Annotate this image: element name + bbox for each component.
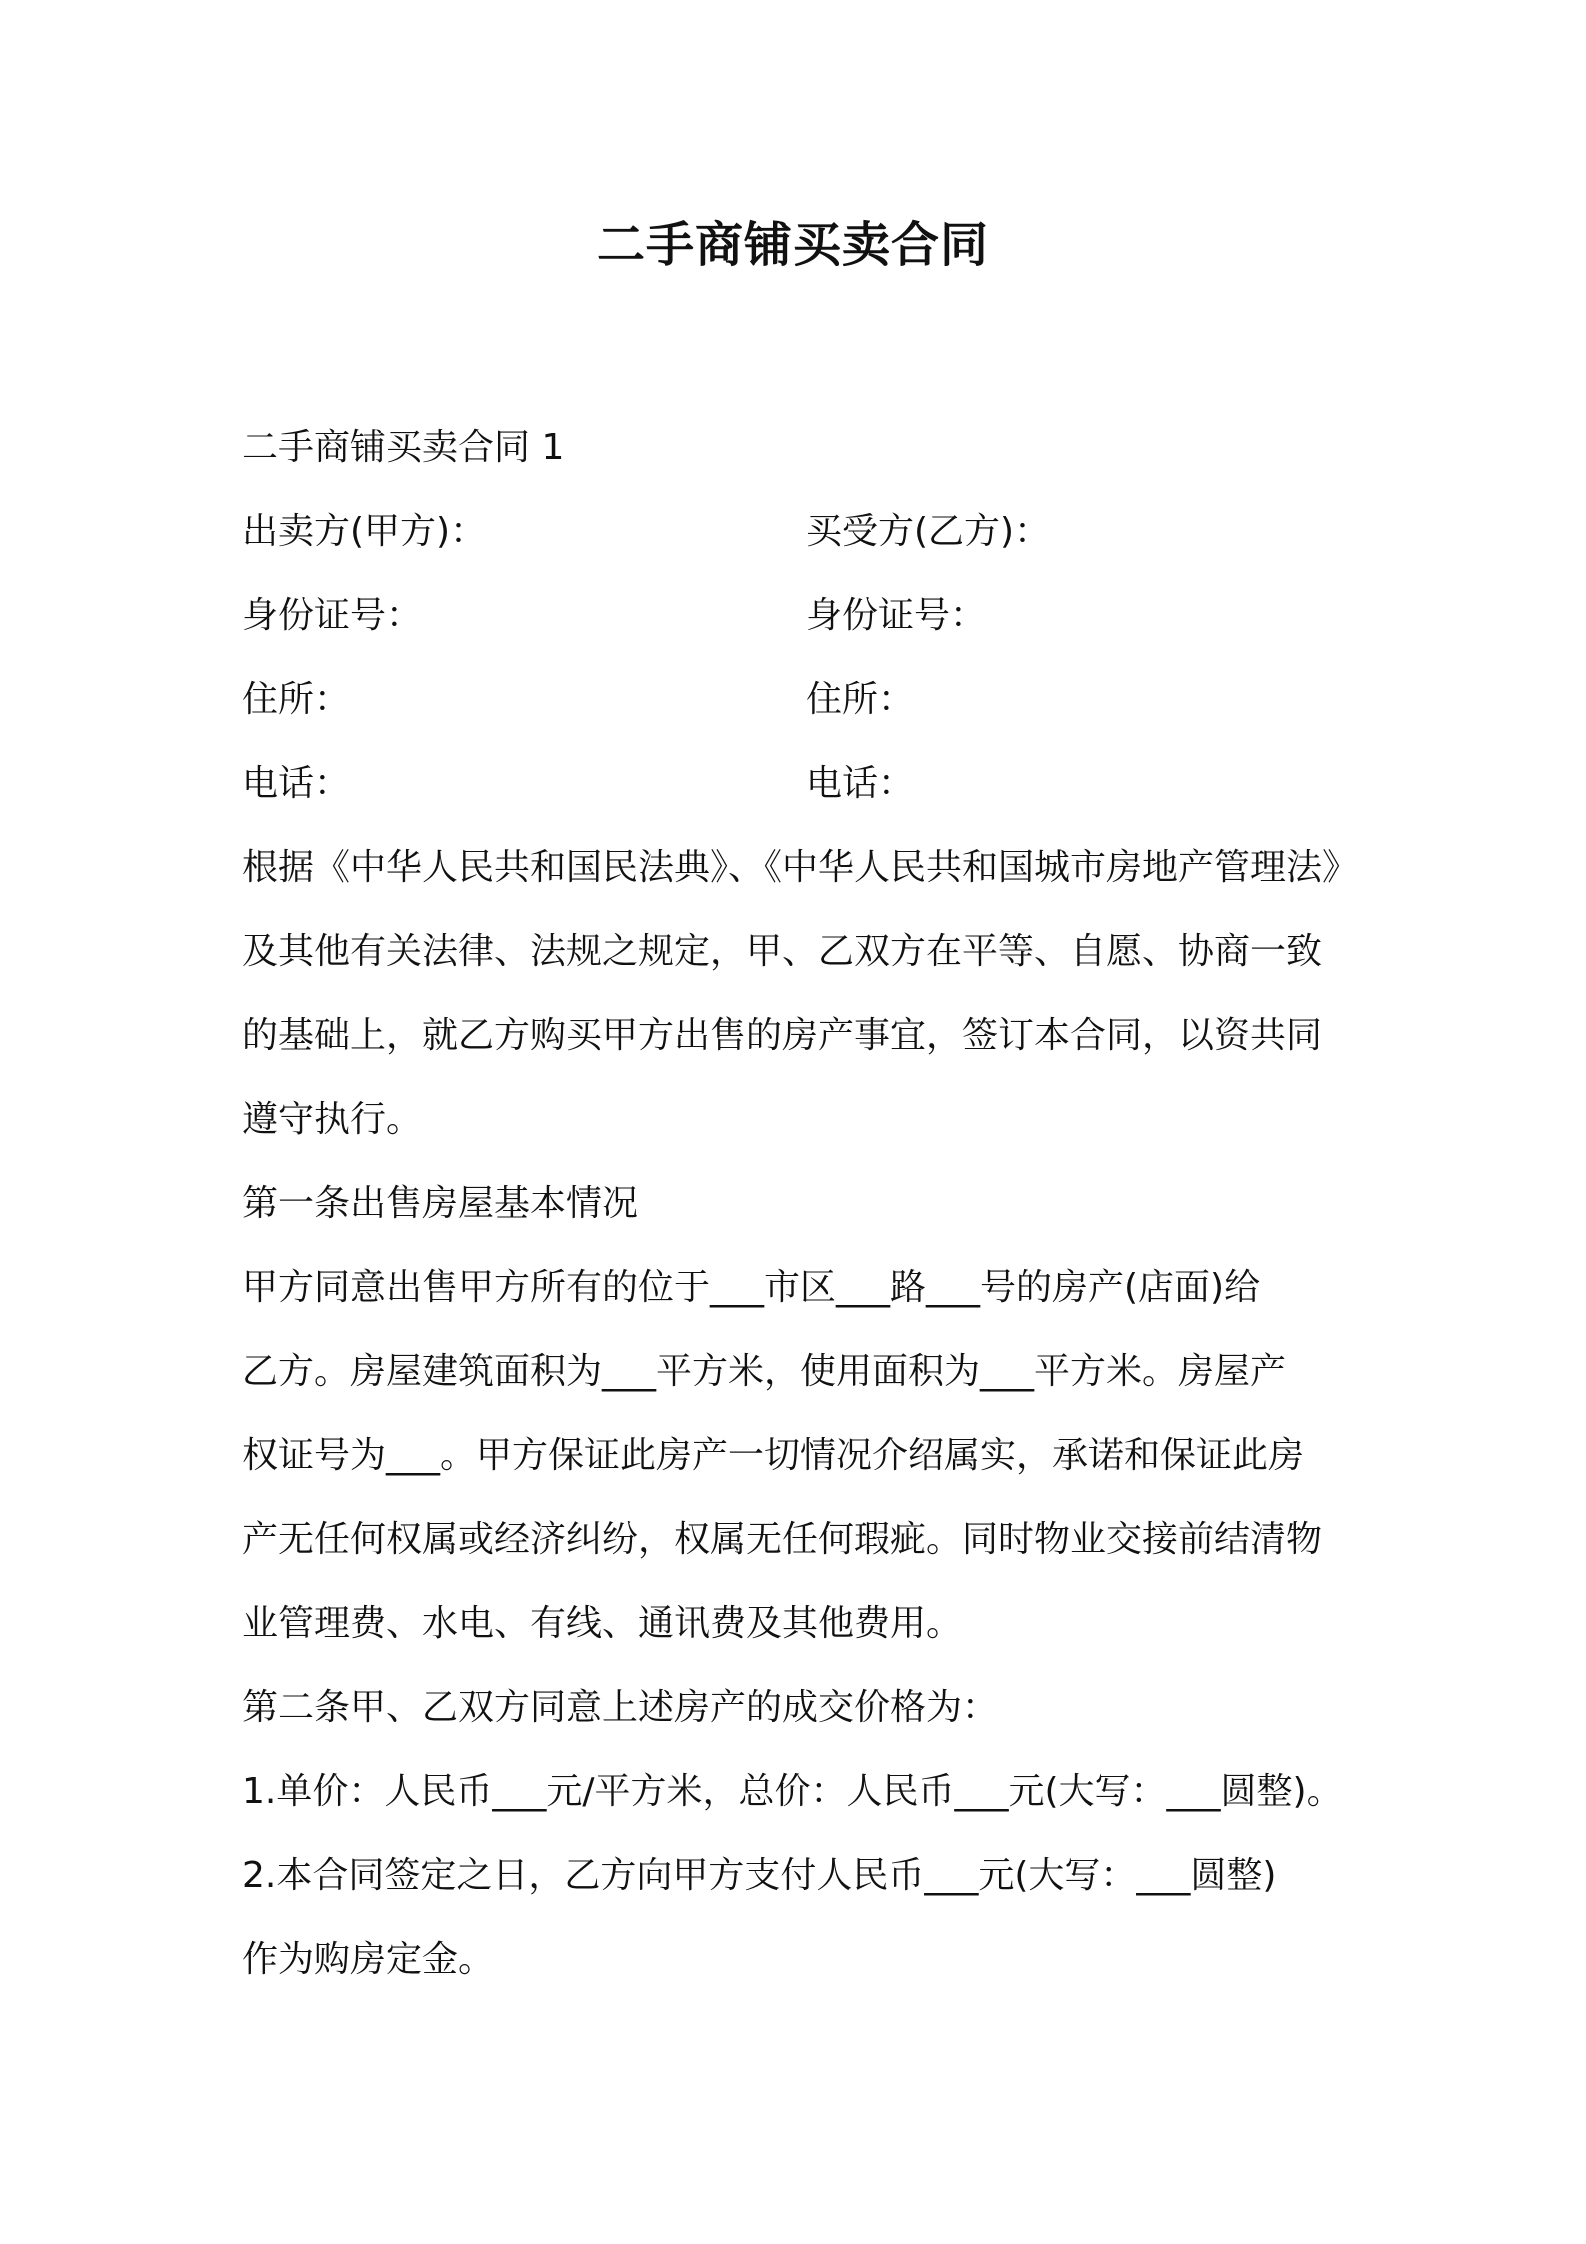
article1-heading: 第一条出售房屋基本情况	[242, 1183, 639, 1224]
party-row-address	[242, 658, 1358, 742]
article2-paragraph	[242, 1750, 1358, 2002]
preamble-paragraph	[242, 826, 1358, 1162]
preamble-line: 的基础上，就乙方购买甲方出售的房产事宜，签订本合同，以资共同	[242, 1015, 1323, 1056]
article1-line: 业管理费、水电、有线、通讯费及其他费用。	[242, 1603, 963, 1644]
article1-line: 甲方同意出售甲方所有的位于___市区___路___号的房产(店面)给	[242, 1267, 1261, 1308]
article1-line: 乙方。房屋建筑面积为___平方米，使用面积为___平方米。房屋产	[242, 1351, 1287, 1392]
buyer-label: 买受方(乙方)：	[806, 511, 1051, 552]
party-row-id-number	[242, 574, 1358, 658]
preamble-line: 根据《中华人民共和国民法典》、《中华人民共和国城市房地产管理法》	[242, 847, 1359, 888]
article2-line: 作为购房定金。	[242, 1939, 495, 1980]
article2-line: 1.单价：人民币___元/平方米，总价：人民币___元(大写：___圆整)。	[242, 1771, 1343, 1812]
preamble-line: 及其他有关法律、法规之规定，甲、乙双方在平等、自愿、协商一致	[242, 931, 1323, 972]
seller-address-label: 住所：	[242, 679, 351, 720]
article2-heading: 第二条甲、乙双方同意上述房产的成交价格为：	[242, 1687, 999, 1728]
party-row-seller-buyer	[242, 490, 1358, 574]
seller-id-label: 身份证号：	[242, 595, 423, 636]
article2-line: 2.本合同签定之日，乙方向甲方支付人民币___元(大写：___圆整)	[242, 1855, 1277, 1896]
seller-label: 出卖方(甲方)：	[242, 511, 487, 552]
article1-line: 权证号为___。甲方保证此房产一切情况介绍属实，承诺和保证此房	[242, 1435, 1305, 1476]
article1-line: 产无任何权属或经济纠纷，权属无任何瑕疵。同时物业交接前结清物	[242, 1519, 1323, 1560]
article1-paragraph	[242, 1246, 1358, 1666]
document-title: 二手商铺买卖合同	[596, 217, 989, 273]
preamble-line: 遵守执行。	[242, 1099, 423, 1140]
contract-subtitle: 二手商铺买卖合同 1	[242, 427, 565, 468]
party-row-phone	[242, 742, 1358, 826]
document-body	[242, 406, 1358, 2002]
buyer-phone-label: 电话：	[806, 763, 915, 804]
buyer-address-label: 住所：	[806, 679, 915, 720]
seller-phone-label: 电话：	[242, 763, 351, 804]
buyer-id-label: 身份证号：	[806, 595, 987, 636]
